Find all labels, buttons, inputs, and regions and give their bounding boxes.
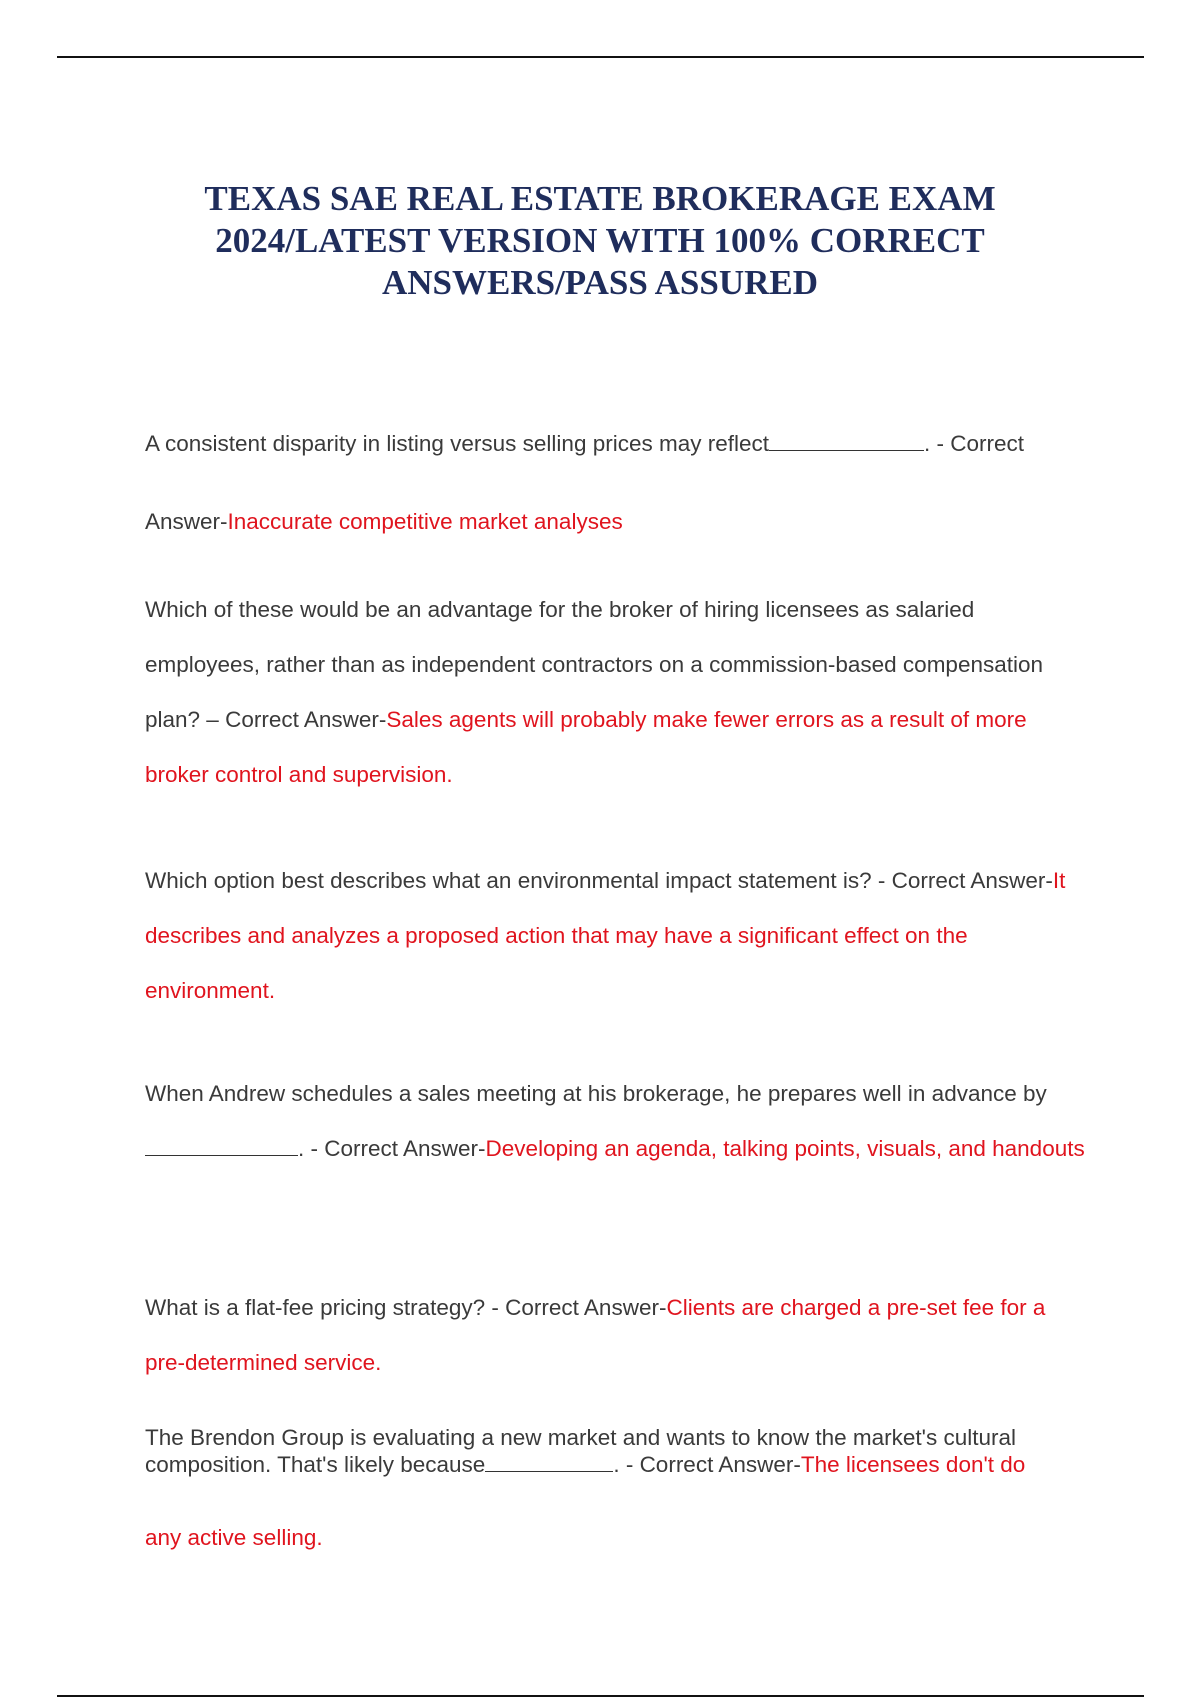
page-title	[100, 178, 1100, 304]
correct-answer-label: Correct Answer-	[324, 1136, 486, 1161]
qa-item-6	[145, 1424, 1090, 1551]
answer-text: The licensees don't do	[800, 1452, 1026, 1477]
answer-text: Inaccurate competitive market analyses	[227, 509, 623, 534]
answer-text: It describes and analyzes a proposed action that may have a significant effect on the environment.	[145, 868, 1066, 1003]
answer-text-continued: any active selling.	[145, 1525, 323, 1550]
question-text: A consistent disparity in listing versus selling prices may reflect	[145, 431, 770, 456]
correct-answer-label: Correct Answer-	[145, 431, 1025, 534]
title-line-1: TEXAS SAE REAL ESTATE BROKERAGE EXAM	[204, 179, 996, 218]
fill-blank	[485, 1451, 613, 1472]
question-suffix: . -	[613, 1452, 640, 1477]
correct-answer-label: Correct Answer-	[891, 868, 1053, 893]
question-text: Which of these would be an advantage for the broker of hiring licensees as salaried employees, rather than as independent contractors on a commission-based compensation plan? –	[145, 597, 1044, 732]
qa-item-3	[145, 853, 1090, 1018]
question-suffix: . -	[924, 431, 951, 456]
correct-answer-label: Correct Answer-	[639, 1452, 801, 1477]
question-text: The Brendon Group is evaluating a new market and wants to know the market's cultural composition. That's likely because	[145, 1425, 1016, 1477]
correct-answer-label: Correct Answer-	[505, 1295, 667, 1320]
correct-answer-label: Correct Answer-	[225, 707, 387, 732]
answer-text: Clients are charged a pre-set fee for a pre-determined service.	[145, 1295, 1046, 1375]
title-line-3: ANSWERS/PASS ASSURED	[381, 263, 818, 302]
question-text: When Andrew schedules a sales meeting at his brokerage, he prepares well in advance by	[145, 1081, 1047, 1106]
question-text: What is a flat-fee pricing strategy? -	[145, 1295, 506, 1320]
answer-text: Sales agents will probably make fewer errors as a result of more broker control and supervision.	[145, 707, 1027, 787]
answer-text: Developing an agenda, talking points, visuals, and handouts	[485, 1136, 1085, 1161]
qa-item-4	[145, 1066, 1090, 1176]
title-line-2: 2024/LATEST VERSION WITH 100% CORRECT	[215, 221, 985, 260]
question-suffix: . -	[298, 1136, 325, 1161]
bottom-rule	[57, 1695, 1144, 1697]
qa-item-2	[145, 582, 1090, 802]
top-rule	[57, 56, 1144, 58]
fill-blank	[145, 1135, 298, 1156]
qa-item-5	[145, 1280, 1090, 1390]
fill-blank	[769, 430, 924, 451]
qa-item-1	[145, 405, 1090, 561]
question-text: Which option best describes what an environmental impact statement is? -	[145, 868, 892, 893]
